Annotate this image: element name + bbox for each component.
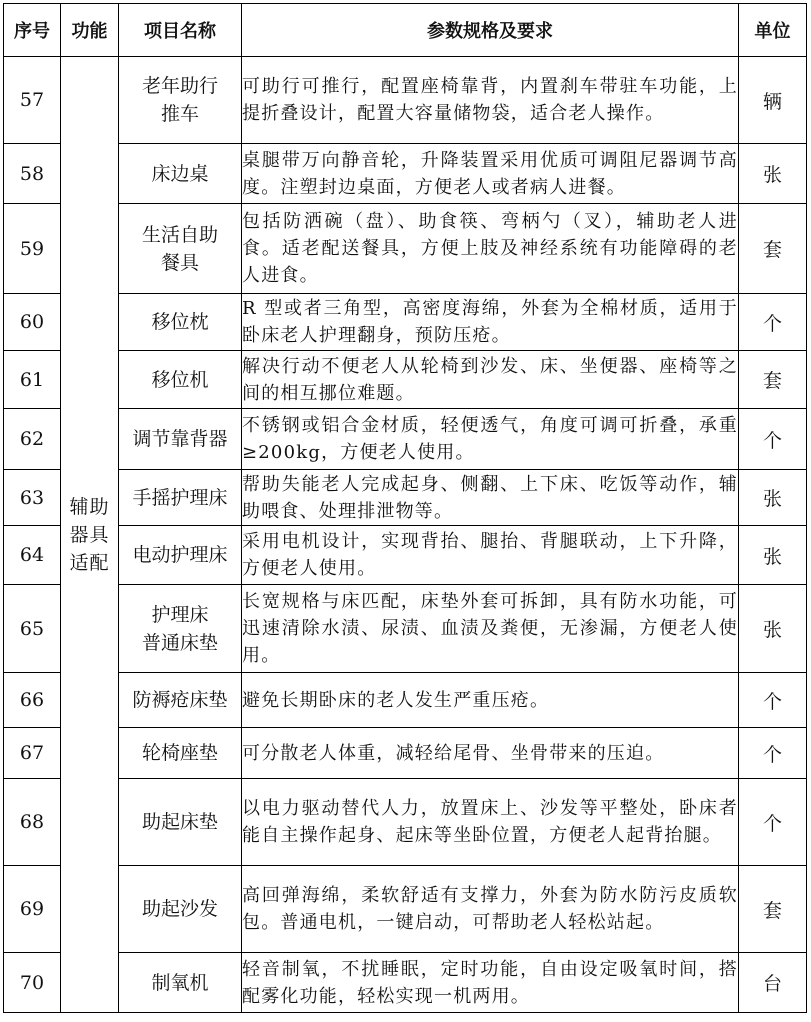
table-row bbox=[4, 526, 807, 585]
row-seq: 59 bbox=[4, 204, 61, 294]
table-row bbox=[4, 57, 807, 144]
row-seq: 66 bbox=[4, 673, 61, 728]
row-item-name: 移位枕 bbox=[119, 294, 242, 351]
row-unit: 个 bbox=[739, 728, 807, 779]
row-spec: 帮助失能老人完成起身、侧翻、上下床、吃饭等动作，辅助喂食、处理排泄物等。 bbox=[242, 470, 739, 526]
table-row bbox=[4, 351, 807, 409]
row-item-name: 手摇护理床 bbox=[119, 470, 242, 526]
row-item-name: 移位机 bbox=[119, 351, 242, 409]
row-item-name: 生活自助 餐具 bbox=[119, 204, 242, 294]
table-row bbox=[4, 673, 807, 728]
row-unit: 套 bbox=[739, 204, 807, 294]
function-group-label: 辅助器具适配 bbox=[69, 495, 110, 574]
row-seq: 65 bbox=[4, 585, 61, 673]
equipment-table bbox=[3, 3, 807, 1013]
row-seq: 57 bbox=[4, 57, 61, 144]
row-spec: 不锈钢或铝合金材质，轻便透气，角度可调可折叠，承重≥200kg，方便老人使用。 bbox=[242, 409, 739, 470]
row-unit: 套 bbox=[739, 866, 807, 953]
row-spec: 以电力驱动替代人力，放置床上、沙发等平整处，卧床者能自主操作起身、起床等坐卧位置，方便老人起背抬腿。 bbox=[242, 779, 739, 866]
row-unit: 个 bbox=[739, 673, 807, 728]
row-item-name: 轮椅座垫 bbox=[119, 728, 242, 779]
row-spec: 桌腿带万向静音轮，升降装置采用优质可调阻尼器调节高度。注塑封边桌面，方便老人或者病人进餐。 bbox=[242, 144, 739, 204]
header-spec: 参数规格及要求 bbox=[242, 4, 739, 57]
row-spec: 长宽规格与床匹配，床垫外套可拆卸，具有防水功能，可迅速清除水渍、尿渍、血渍及粪便，无渗漏，方便老人使用。 bbox=[242, 585, 739, 673]
row-seq: 60 bbox=[4, 294, 61, 351]
row-unit: 张 bbox=[739, 526, 807, 585]
row-seq: 62 bbox=[4, 409, 61, 470]
row-spec: 可助行可推行，配置座椅靠背，内置刹车带驻车功能，上提折叠设计，配置大容量储物袋，适合老人操作。 bbox=[242, 57, 739, 144]
row-seq: 67 bbox=[4, 728, 61, 779]
table-row bbox=[4, 409, 807, 470]
row-unit: 张 bbox=[739, 585, 807, 673]
header-function: 功能 bbox=[61, 4, 119, 57]
row-item-name: 制氧机 bbox=[119, 953, 242, 1013]
function-group-cell bbox=[61, 57, 119, 1013]
table-body bbox=[4, 57, 807, 1013]
header-name: 项目名称 bbox=[119, 4, 242, 57]
row-spec: 可分散老人体重，减轻给尾骨、坐骨带来的压迫。 bbox=[242, 728, 739, 779]
row-item-name: 护理床 普通床垫 bbox=[119, 585, 242, 673]
row-spec: 高回弹海绵，柔软舒适有支撑力，外套为防水防污皮质软包。普通电机，一键启动，可帮助老人轻松站起。 bbox=[242, 866, 739, 953]
table-row bbox=[4, 866, 807, 953]
row-unit: 辆 bbox=[739, 57, 807, 144]
row-seq: 58 bbox=[4, 144, 61, 204]
table-row bbox=[4, 470, 807, 526]
row-seq: 63 bbox=[4, 470, 61, 526]
header-unit: 单位 bbox=[739, 4, 807, 57]
table-row bbox=[4, 585, 807, 673]
row-item-name: 电动护理床 bbox=[119, 526, 242, 585]
table-row bbox=[4, 953, 807, 1013]
row-unit: 个 bbox=[739, 294, 807, 351]
header-seq: 序号 bbox=[4, 4, 61, 57]
row-seq: 70 bbox=[4, 953, 61, 1013]
table-row bbox=[4, 294, 807, 351]
table-row bbox=[4, 779, 807, 866]
row-item-name: 床边桌 bbox=[119, 144, 242, 204]
row-spec: 轻音制氧，不扰睡眠，定时功能，自由设定吸氧时间，搭配雾化功能，轻松实现一机两用。 bbox=[242, 953, 739, 1013]
row-unit: 台 bbox=[739, 953, 807, 1013]
row-spec: 解决行动不便老人从轮椅到沙发、床、坐便器、座椅等之间的相互挪位难题。 bbox=[242, 351, 739, 409]
row-item-name: 防褥疮床垫 bbox=[119, 673, 242, 728]
row-seq: 61 bbox=[4, 351, 61, 409]
table-row bbox=[4, 144, 807, 204]
row-spec: 采用电机设计，实现背抬、腿抬、背腿联动，上下升降，方便老人使用。 bbox=[242, 526, 739, 585]
row-spec: 包括防洒碗（盘）、助食筷、弯柄勺（叉），辅助老人进食。适老配送餐具，方便上肢及神经系统有功能障碍的老人进食。 bbox=[242, 204, 739, 294]
row-unit: 个 bbox=[739, 779, 807, 866]
row-item-name: 调节靠背器 bbox=[119, 409, 242, 470]
row-spec: 避免长期卧床的老人发生严重压疮。 bbox=[242, 673, 739, 728]
row-seq: 69 bbox=[4, 866, 61, 953]
table-row bbox=[4, 728, 807, 779]
row-unit: 张 bbox=[739, 144, 807, 204]
table-header-row bbox=[4, 4, 807, 57]
row-item-name: 助起床垫 bbox=[119, 779, 242, 866]
row-seq: 68 bbox=[4, 779, 61, 866]
row-item-name: 助起沙发 bbox=[119, 866, 242, 953]
row-spec: R 型或者三角型，高密度海绵，外套为全棉材质，适用于卧床老人护理翻身，预防压疮。 bbox=[242, 294, 739, 351]
row-unit: 套 bbox=[739, 351, 807, 409]
row-unit: 张 bbox=[739, 470, 807, 526]
row-item-name: 老年助行 推车 bbox=[119, 57, 242, 144]
table-row bbox=[4, 204, 807, 294]
row-seq: 64 bbox=[4, 526, 61, 585]
row-unit: 个 bbox=[739, 409, 807, 470]
